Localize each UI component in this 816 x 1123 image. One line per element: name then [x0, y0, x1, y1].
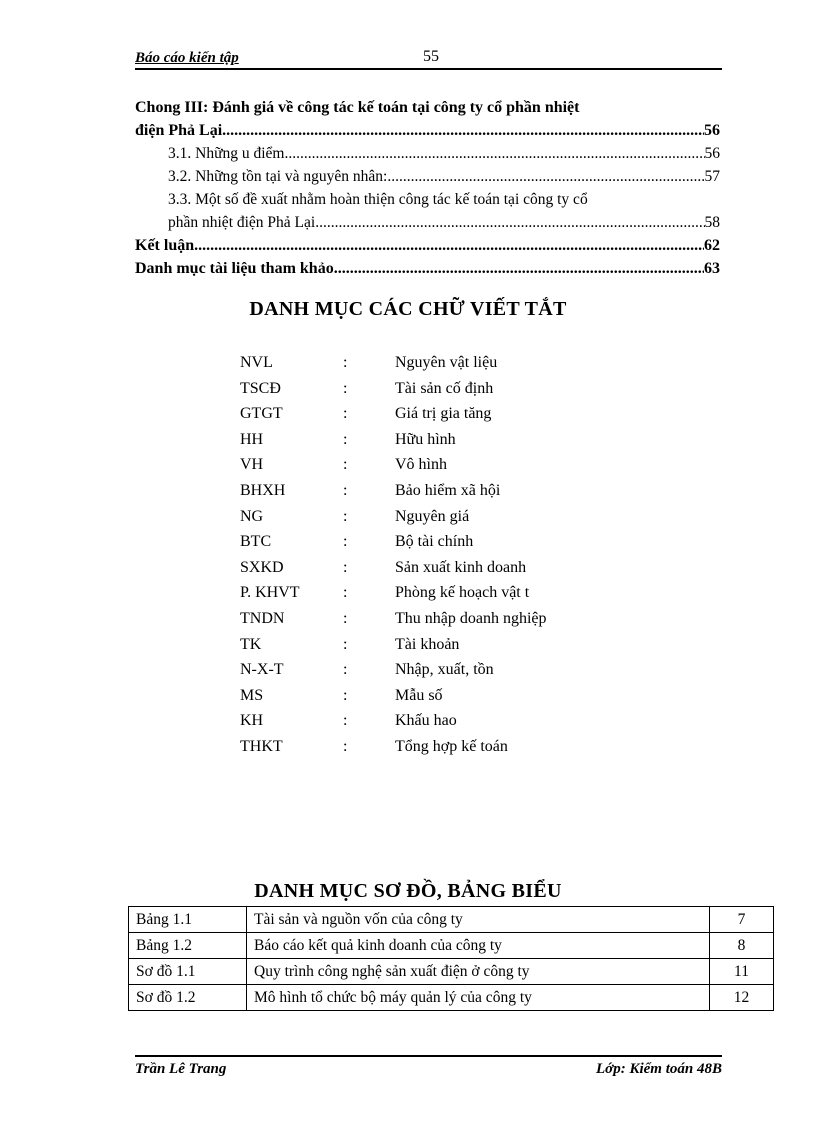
- figure-id: Bảng 1.2: [129, 933, 247, 959]
- figure-page: 11: [710, 959, 774, 985]
- page-number: 55: [423, 48, 439, 65]
- abbreviation-meaning: Bộ tài chính: [395, 533, 474, 551]
- table-row: [129, 985, 774, 1011]
- abbreviation-code: KH: [240, 712, 264, 730]
- toc-page: 56: [704, 145, 720, 162]
- abbreviation-meaning: Sản xuất kinh doanh: [395, 558, 527, 576]
- abbreviations-title: DANH MỤC CÁC CHỮ VIẾT TẮT: [249, 298, 567, 320]
- abbreviation-code: MS: [240, 686, 264, 704]
- abbreviation-colon: :: [343, 456, 348, 474]
- abbreviation-code: NG: [240, 507, 264, 525]
- abbreviation-row: [240, 734, 600, 760]
- table-of-contents: [135, 96, 720, 280]
- toc-item[interactable]: [135, 188, 720, 211]
- abbreviation-code: BHXH: [240, 481, 286, 499]
- page-header: [135, 50, 722, 70]
- toc-leader: [315, 211, 704, 234]
- abbreviation-meaning: Bảo hiểm xã hội: [395, 481, 501, 499]
- abbreviation-colon: :: [343, 430, 348, 448]
- abbreviations-list: [240, 350, 600, 760]
- abbreviation-code: THKT: [240, 737, 283, 755]
- abbreviation-row: [240, 529, 600, 555]
- abbreviation-colon: :: [343, 737, 348, 755]
- abbreviation-colon: :: [343, 405, 348, 423]
- abbreviation-row: [240, 555, 600, 581]
- table-row: [129, 933, 774, 959]
- toc-conclusion[interactable]: [135, 234, 720, 257]
- abbreviation-meaning: Tổng hợp kế toán: [395, 737, 508, 755]
- abbreviation-meaning: Mẫu số: [395, 686, 443, 704]
- toc-references[interactable]: [135, 257, 720, 280]
- abbreviation-colon: :: [343, 354, 348, 371]
- toc-item-cont[interactable]: [135, 211, 720, 234]
- abbreviation-code: SXKD: [240, 558, 284, 576]
- abbreviation-meaning: Vô hình: [395, 456, 447, 474]
- figure-page: 8: [710, 933, 774, 959]
- abbreviation-code: N-X-T: [240, 661, 284, 679]
- abbreviation-meaning: Tài sản cố định: [395, 379, 494, 397]
- toc-chapter3-title-cont: điện Phả Lại: [135, 122, 223, 139]
- abbreviation-colon: :: [343, 481, 348, 499]
- toc-page: 57: [704, 168, 720, 185]
- tables-list: [128, 906, 774, 1011]
- abbreviation-colon: :: [343, 686, 348, 704]
- abbreviation-meaning: Nguyên vật liệu: [395, 354, 498, 371]
- header-title: Báo cáo kiến tập: [135, 50, 239, 66]
- abbreviation-row: [240, 657, 600, 683]
- abbreviation-meaning: Thu nhập doanh nghiệp: [395, 609, 547, 627]
- toc-page: 56: [704, 122, 720, 139]
- toc-item[interactable]: [135, 165, 720, 188]
- abbreviation-meaning: Nhập, xuất, tồn: [395, 661, 494, 679]
- footer-author: Trần Lê Trang: [135, 1061, 227, 1077]
- toc-item-label-cont: phần nhiệt điện Phả Lại: [168, 214, 316, 231]
- toc-leader: [387, 165, 704, 188]
- abbreviation-colon: :: [343, 609, 348, 627]
- abbreviation-code: NVL: [240, 354, 273, 371]
- abbreviation-colon: :: [343, 661, 348, 679]
- abbreviation-code: VH: [240, 456, 264, 474]
- toc-chapter3-line1: [135, 96, 720, 119]
- toc-leader: [334, 257, 704, 280]
- abbreviation-colon: :: [343, 507, 348, 525]
- abbreviation-colon: :: [343, 533, 348, 551]
- abbreviation-colon: :: [343, 584, 348, 602]
- abbreviation-colon: :: [343, 712, 348, 730]
- toc-item-label: 3.2. Những tồn tại và nguyên nhân:: [168, 168, 388, 185]
- abbreviation-meaning: Giá trị gia tăng: [395, 405, 492, 423]
- figure-name: Tài sản và nguồn vốn của công ty: [247, 907, 710, 933]
- figure-id: Sơ đồ 1.2: [129, 985, 247, 1011]
- footer-class: Lớp: Kiểm toán 48B: [596, 1061, 722, 1077]
- figure-id: Sơ đồ 1.1: [129, 959, 247, 985]
- toc-references-label: Danh mục tài liệu tham khảo: [135, 260, 334, 277]
- figure-page: 12: [710, 985, 774, 1011]
- tables-list-title: DANH MỤC SƠ ĐỒ, BẢNG BIỂU: [254, 880, 562, 902]
- abbreviation-row: [240, 401, 600, 427]
- figure-name: Quy trình công nghệ sản xuất điện ở công ty: [247, 959, 710, 985]
- toc-page: 58: [704, 214, 720, 231]
- table-row: [129, 907, 774, 933]
- abbreviation-row: [240, 708, 600, 734]
- toc-page: 62: [704, 237, 720, 254]
- abbreviation-colon: :: [343, 635, 348, 653]
- toc-chapter3-line2[interactable]: [135, 119, 720, 142]
- abbreviation-code: BTC: [240, 533, 272, 551]
- toc-leader: [284, 142, 704, 165]
- abbreviation-meaning: Tài khoản: [395, 635, 460, 653]
- abbreviation-row: [240, 683, 600, 709]
- abbreviation-code: TSCĐ: [240, 379, 281, 397]
- abbreviation-row: [240, 632, 600, 658]
- figure-page: 7: [710, 907, 774, 933]
- toc-conclusion-label: Kết luận: [135, 237, 195, 254]
- abbreviation-code: GTGT: [240, 405, 283, 423]
- toc-leader: [222, 119, 704, 142]
- toc-item-label: 3.1. Những u điểm: [168, 145, 285, 162]
- figure-id: Bảng 1.1: [129, 907, 247, 933]
- abbreviation-row: [240, 452, 600, 478]
- table-row: [129, 959, 774, 985]
- abbreviation-code: HH: [240, 430, 264, 448]
- abbreviation-meaning: Hữu hình: [395, 430, 456, 448]
- toc-chapter3-title: Chong III: Đánh giá về công tác kế toán tại công ty cổ phần nhiệt: [135, 99, 580, 116]
- abbreviation-colon: :: [343, 558, 348, 576]
- toc-page: 63: [704, 260, 720, 277]
- abbreviation-row: [240, 427, 600, 453]
- abbreviation-row: [240, 606, 600, 632]
- abbreviation-row: [240, 504, 600, 530]
- abbreviation-meaning: Nguyên giá: [395, 507, 470, 525]
- abbreviation-meaning: Khấu hao: [395, 712, 457, 730]
- abbreviation-code: TNDN: [240, 609, 285, 627]
- abbreviation-code: TK: [240, 635, 262, 653]
- figure-name: Báo cáo kết quả kinh doanh của công ty: [247, 933, 710, 959]
- toc-item[interactable]: [135, 142, 720, 165]
- abbreviation-code: P. KHVT: [240, 584, 300, 602]
- abbreviation-row: [240, 376, 600, 402]
- abbreviation-colon: :: [343, 379, 348, 397]
- toc-leader: [194, 234, 704, 257]
- abbreviation-row: [240, 350, 600, 376]
- abbreviation-row: [240, 580, 600, 606]
- toc-item-label: 3.3. Một số đề xuất nhằm hoàn thiện công tác kế toán tại công ty cổ: [168, 191, 588, 208]
- abbreviation-row: [240, 478, 600, 504]
- abbreviation-meaning: Phòng kế hoạch vật t: [395, 584, 530, 602]
- page-footer: [135, 1055, 722, 1081]
- figure-name: Mô hình tổ chức bộ máy quản lý của công ty: [247, 985, 710, 1011]
